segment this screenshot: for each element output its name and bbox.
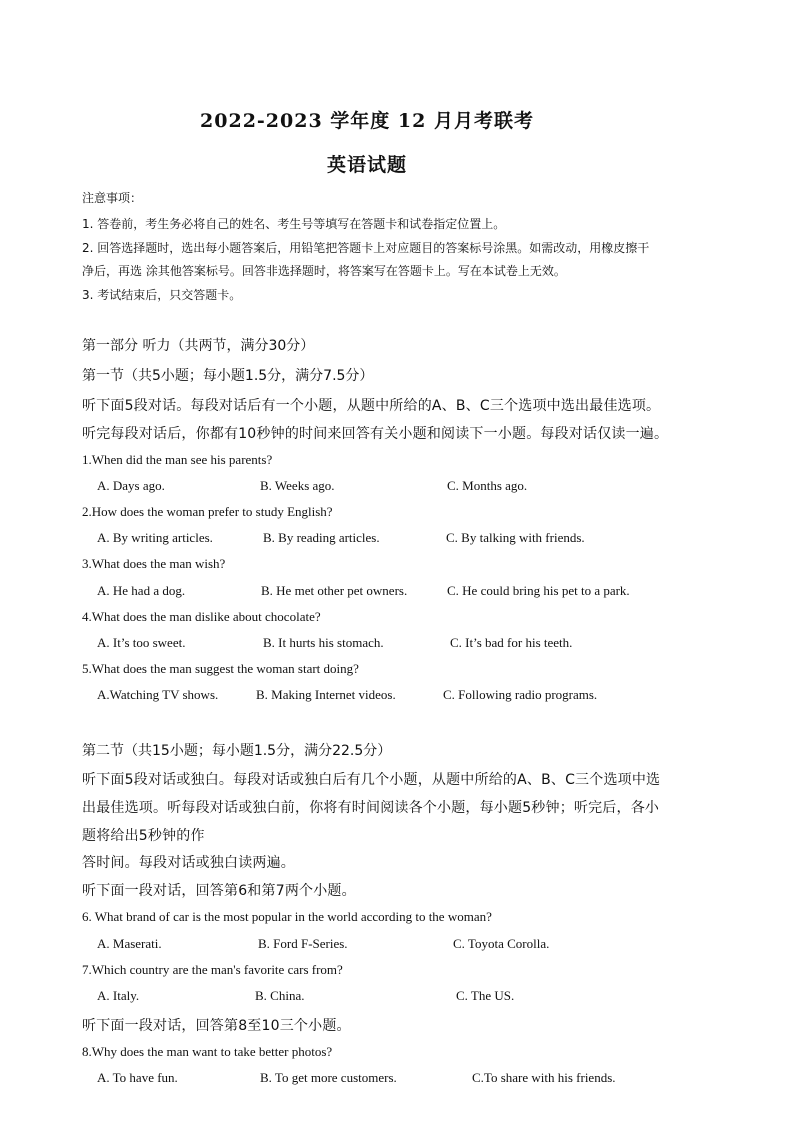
option-a: A. Maserati. [97, 936, 162, 951]
question-stem: 6. What brand of car is the most popular in the world according to the woman? [82, 909, 492, 924]
option-a: A. To have fun. [97, 1070, 178, 1085]
question-stem: 1.When did the man see his parents? [82, 452, 273, 467]
option-a: A. Italy. [97, 988, 140, 1003]
section1-instructions: 听下面5段对话。每段对话后有一个小题，从题中所给的A、B、C三个选项中选出最佳选项。 [82, 398, 661, 414]
option-c: C.To share with his friends. [472, 1070, 616, 1085]
section2-instructions: 答时间。每段对话或独白读两遍。 [82, 855, 295, 871]
option-c: C. Toyota Corolla. [453, 936, 550, 951]
note-item: 3. 考试结束后，只交答题卡。 [82, 288, 242, 302]
section2-instructions: 出最佳选项。听每段对话或独白前，你将有时间阅读各个小题，每小题5秒钟；听完后，各小 [82, 800, 660, 816]
note-item: 2. 回答选择题时，选出每小题答案后，用铅笔把答题卡上对应题目的答案标号涂黑。如需改动，用橡皮擦干 [82, 241, 650, 255]
section2-instructions: 听下面5段对话或独白。每段对话或独白后有几个小题，从题中所给的A、B、C三个选项中选 [82, 772, 661, 788]
exam-subject: 英语试题 [326, 154, 407, 176]
option-b: B. He met other pet owners. [261, 583, 408, 598]
note-item: 1. 答卷前，考生务必将自己的姓名、考生号等填写在答题卡和试卷指定位置上。 [82, 217, 506, 231]
option-b: B. Weeks ago. [260, 478, 335, 493]
dialogue-cue: 听下面一段对话，回答第8至10三个小题。 [82, 1018, 351, 1034]
option-b: B. Making Internet videos. [256, 687, 396, 702]
option-a: A. He had a dog. [97, 583, 186, 598]
option-c: C. He could bring his pet to a park. [447, 583, 630, 598]
exam-title: 2022-2023 学年度 12 月月考联考 [200, 110, 534, 132]
option-b: B. It hurts his stomach. [263, 635, 384, 650]
option-a: A. By writing articles. [97, 530, 213, 545]
question-stem: 8.Why does the man want to take better photos? [82, 1044, 333, 1059]
notes-heading: 注意事项： [82, 191, 143, 205]
option-c: C. The US. [456, 988, 515, 1003]
question-stem: 4.What does the man dislike about chocolate? [82, 609, 321, 624]
question-stem: 7.Which country are the man's favorite cars from? [82, 962, 343, 977]
question-stem: 3.What does the man wish? [82, 556, 226, 571]
part1-title: 第一部分 听力（共两节，满分30分） [82, 338, 315, 354]
option-c: C. It’s bad for his teeth. [450, 635, 573, 650]
question-stem: 2.How does the woman prefer to study English? [82, 504, 333, 519]
option-b: B. By reading articles. [263, 530, 380, 545]
option-c: C. Following radio programs. [443, 687, 598, 702]
option-c: C. By talking with friends. [446, 530, 585, 545]
section1-instructions: 听完每段对话后，你都有10秒钟的时间来回答有关小题和阅读下一小题。每段对话仅读一遍。 [82, 426, 669, 442]
option-a: A. It’s too sweet. [97, 635, 186, 650]
section1-title: 第一节（共5小题；每小题1.5分，满分7.5分） [82, 368, 374, 384]
note-item: 净后，再选 涂其他答案标号。回答非选择题时，将答案写在答题卡上。写在本试卷上无效。 [82, 264, 566, 278]
option-a: A.Watching TV shows. [97, 687, 219, 702]
option-b: B. To get more customers. [260, 1070, 397, 1085]
option-c: C. Months ago. [447, 478, 528, 493]
section2-title: 第二节（共15小题；每小题1.5分，满分22.5分） [82, 743, 392, 759]
section2-instructions: 题将给出5秒钟的作 [82, 828, 205, 844]
option-b: B. Ford F-Series. [258, 936, 348, 951]
option-a: A. Days ago. [97, 478, 165, 493]
question-stem: 5.What does the man suggest the woman start doing? [82, 661, 359, 676]
option-b: B. China. [255, 988, 305, 1003]
dialogue-cue: 听下面一段对话，回答第6和第7两个小题。 [82, 883, 356, 899]
